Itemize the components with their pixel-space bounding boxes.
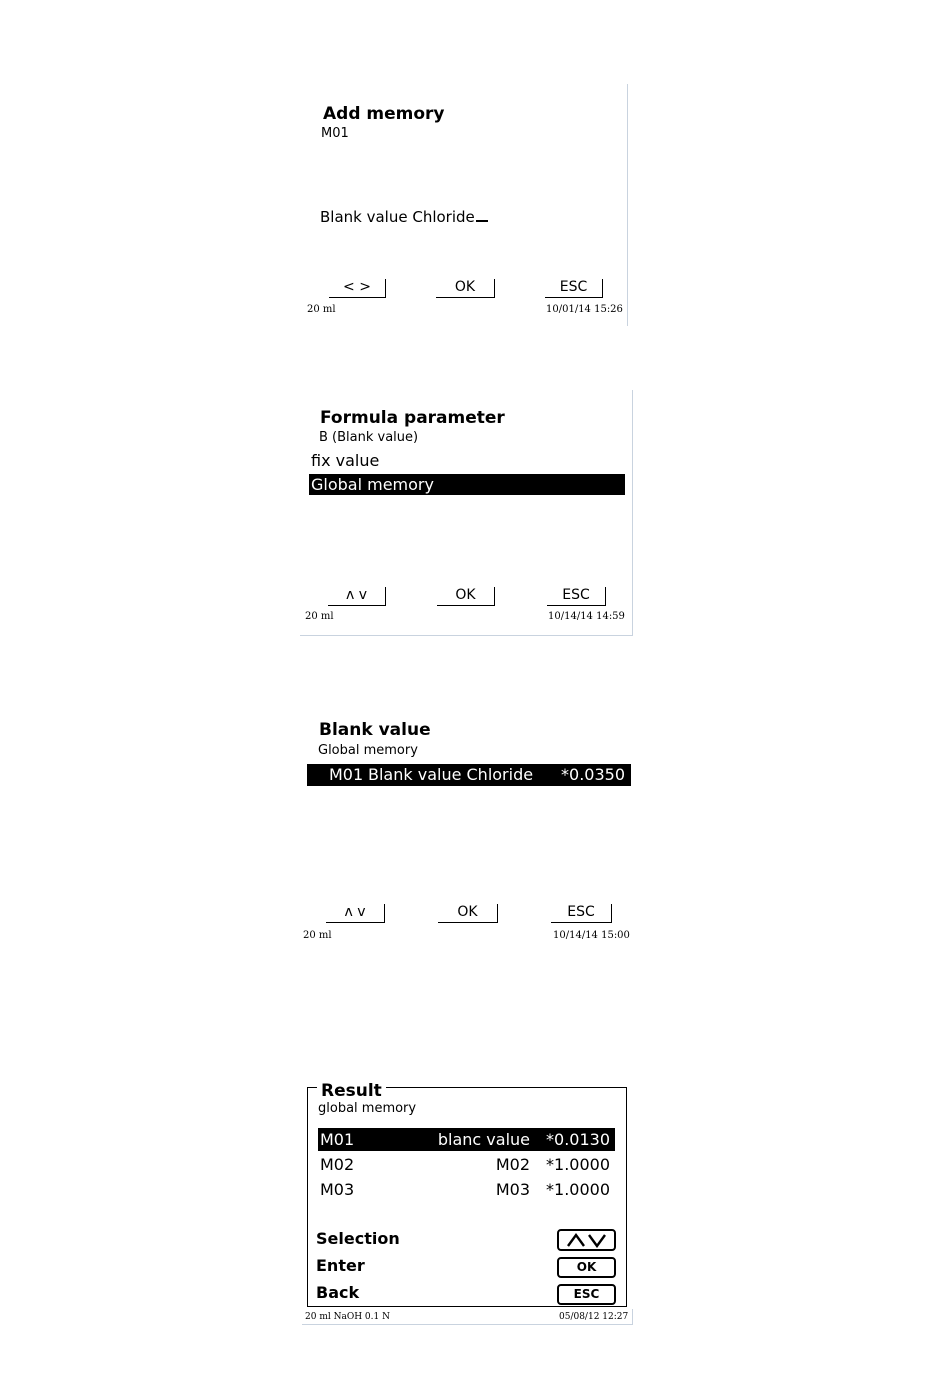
memory-id: M01 [320,1130,355,1149]
memory-value: *0.0350 [561,765,625,784]
screen-subtitle: Global memory [318,743,418,758]
ok-key[interactable]: OK [436,279,495,298]
footer-volume: 20 ml NaOH 0.1 N [305,1312,390,1322]
screen-title: Result [317,1081,386,1101]
memory-id: M02 [320,1155,355,1174]
footer-volume: 20 ml [303,930,332,941]
memory-name-value: Blank value Chloride [320,208,475,226]
ok-key[interactable]: OK [438,904,498,923]
screen-subtitle: B (Blank value) [319,430,419,445]
memory-value: *0.0130 [546,1130,610,1149]
action-selection-label: Selection [316,1229,400,1248]
text-cursor [476,220,488,222]
up-down-arrows-icon [565,1232,609,1248]
action-back-label: Back [316,1283,360,1302]
footer-datetime: 10/01/14 15:26 [546,304,623,315]
navigate-key[interactable]: ʌ v [326,904,385,923]
option-global-memory[interactable] [309,474,625,495]
esc-key[interactable]: ESC [551,904,612,923]
footer-volume: 20 ml [305,611,334,622]
screen-right-border [627,84,628,326]
option-label: fix value [311,451,380,470]
memory-name: Blank value Chloride [368,765,534,784]
screen-right-border [632,390,633,636]
option-fix-value[interactable] [309,450,625,472]
footer-volume: 20 ml [307,304,336,315]
memory-value: *1.0000 [546,1155,610,1174]
memory-id: M03 [320,1180,355,1199]
memory-row-m03[interactable] [318,1178,615,1201]
memory-row-m01[interactable] [307,764,631,786]
memory-name-field[interactable] [320,208,488,226]
esc-key[interactable]: ESC [545,279,603,298]
memory-id: M01 [329,765,364,784]
selection-key[interactable] [557,1229,616,1251]
footer-datetime: 10/14/14 15:00 [553,930,630,941]
esc-key[interactable]: ESC [547,587,606,606]
memory-row-m02[interactable] [318,1153,615,1176]
memory-name: blanc value [437,1130,530,1149]
navigate-key[interactable]: < > [329,279,386,298]
screen-title: Add memory [323,104,445,124]
memory-value: *1.0000 [546,1180,610,1199]
memory-row-m01[interactable] [318,1128,615,1151]
action-enter-label: Enter [316,1256,365,1275]
memory-name: M03 [495,1180,530,1199]
esc-button[interactable]: ESC [557,1284,616,1305]
navigate-key[interactable]: ʌ v [328,587,386,606]
ok-button[interactable]: OK [557,1257,616,1278]
option-label: Global memory [311,475,434,494]
screen-subtitle: global memory [318,1101,417,1116]
footer-datetime: 10/14/14 14:59 [548,611,625,622]
memory-name: M02 [495,1155,530,1174]
footer-datetime: 05/08/12 12:27 [559,1312,629,1322]
screen-bottom-border [300,635,633,636]
screen-title: Formula parameter [320,408,505,428]
screen-title: Blank value [319,720,431,740]
ok-key[interactable]: OK [437,587,495,606]
screen-subtitle: M01 [321,126,349,141]
